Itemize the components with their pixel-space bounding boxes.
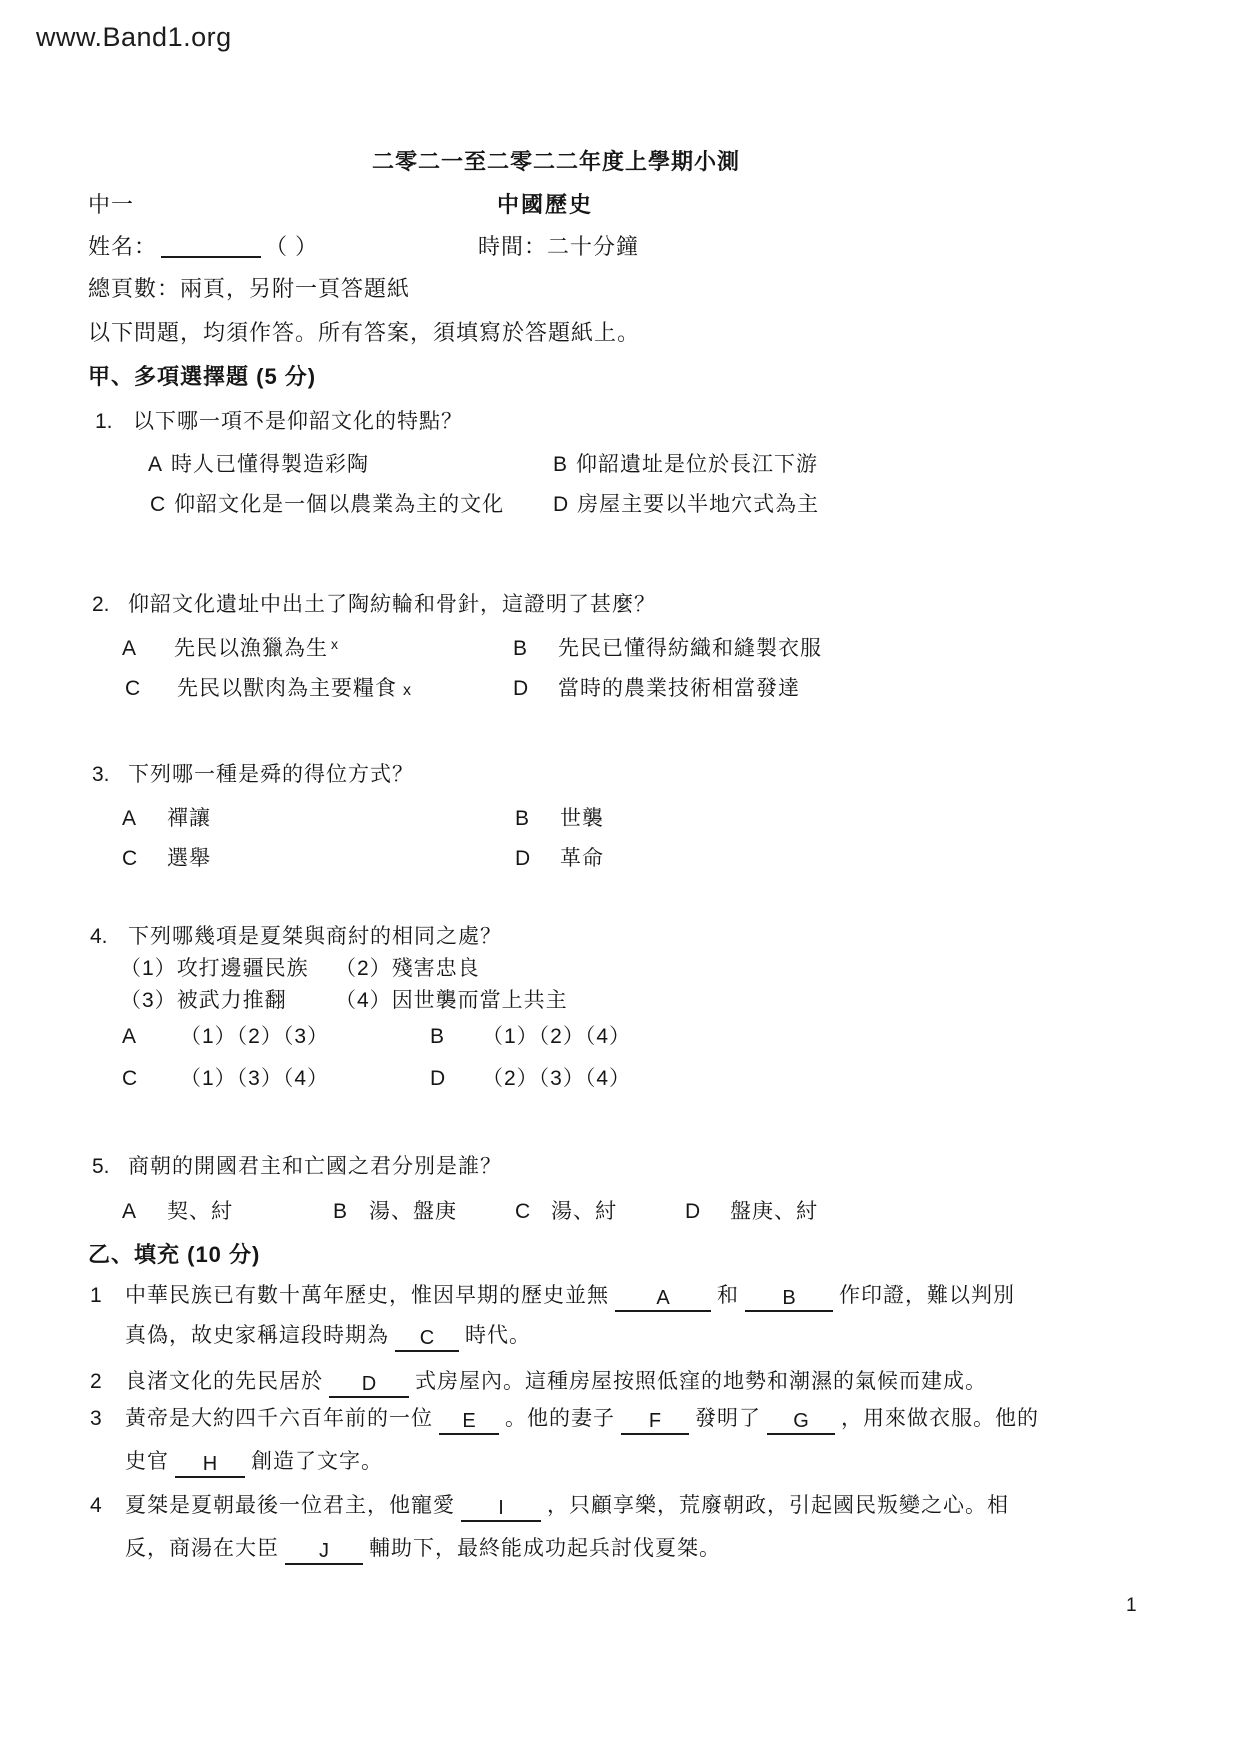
class-level: 中一 xyxy=(88,192,135,217)
question-2-number: 2. xyxy=(92,593,110,616)
mc-option xyxy=(513,632,822,662)
fill-text: 反，商湯在大臣 xyxy=(125,1537,279,1560)
option-label: C xyxy=(125,677,141,700)
subject-title: 中國歷史 xyxy=(496,192,593,217)
fill-blank-f: F xyxy=(621,1410,689,1435)
pages-note: 總頁數：兩頁，另附一頁答題紙 xyxy=(88,276,411,301)
fill-item-3-line-2 xyxy=(125,1448,383,1478)
fill-item-4-number: 4 xyxy=(90,1494,103,1517)
question-3-number: 3. xyxy=(92,763,110,786)
statement xyxy=(120,984,287,1014)
fill-item-2-number: 2 xyxy=(90,1370,103,1393)
option-label: A xyxy=(122,1200,137,1223)
cross-mark: x xyxy=(403,682,411,699)
name-paren: （ ） xyxy=(265,234,319,259)
mc-option xyxy=(148,448,369,478)
mc-option xyxy=(513,672,800,702)
fill-blank-c: C xyxy=(395,1327,459,1352)
question-5-number: 5. xyxy=(92,1155,110,1178)
option-label: A xyxy=(148,453,163,476)
option-label: D xyxy=(553,493,569,516)
fill-text: 史官 xyxy=(125,1450,169,1473)
question-5 xyxy=(92,1150,502,1180)
option-text: 盤庚、紂 xyxy=(730,1200,818,1223)
fill-text: 和 xyxy=(717,1284,739,1307)
option-text: 選舉 xyxy=(167,847,211,870)
mc-option xyxy=(333,1195,457,1225)
question-4 xyxy=(90,920,502,950)
mc-option xyxy=(122,1062,329,1092)
page-number: 1 xyxy=(1126,1595,1137,1616)
fill-text: 真偽，故史家稱這段時期為 xyxy=(125,1324,389,1347)
option-label: C xyxy=(122,1067,138,1090)
mc-option xyxy=(430,1062,631,1092)
fill-text: 輔助下，最終能成功起兵討伐夏桀。 xyxy=(369,1537,721,1560)
option-text: 湯、盤庚 xyxy=(369,1200,457,1223)
instructions: 以下問題，均須作答。所有答案，須填寫於答題紙上。 xyxy=(88,320,641,345)
mc-option xyxy=(150,488,504,518)
option-label: A xyxy=(122,637,137,660)
option-label: C xyxy=(150,493,166,516)
fill-blank-h: H xyxy=(175,1453,245,1478)
fill-text: 時代。 xyxy=(465,1324,531,1347)
fill-blank-i: I xyxy=(461,1497,541,1522)
option-text: 時人已懂得製造彩陶 xyxy=(171,453,370,476)
fill-text: 中華民族已有數十萬年歷史，惟因早期的歷史並無 xyxy=(125,1284,609,1307)
question-1-text: 以下哪一項不是仰韶文化的特點？ xyxy=(133,410,463,433)
statement-text: 被武力推翻 xyxy=(176,989,287,1012)
statement xyxy=(120,952,309,982)
mc-option xyxy=(553,448,818,478)
fill-blank-a: A xyxy=(615,1287,711,1312)
mc-option xyxy=(122,1020,329,1050)
fill-text: 。他的妻子 xyxy=(505,1407,615,1430)
fill-blank-b: B xyxy=(745,1287,833,1312)
question-2-text: 仰韶文化遺址中出土了陶紡輪和骨針，這證明了甚麼？ xyxy=(128,593,656,616)
option-text: （1）（2）（3） xyxy=(180,1025,330,1048)
watermark: www.Band1.org xyxy=(36,22,232,52)
option-label: B xyxy=(333,1200,348,1223)
mc-option xyxy=(122,632,338,662)
fill-item-4-line-1 xyxy=(90,1492,1009,1522)
option-label: B xyxy=(553,453,568,476)
question-4-text: 下列哪幾項是夏桀與商紂的相同之處？ xyxy=(128,925,502,948)
question-2 xyxy=(92,588,656,618)
option-text: （2）（3）（4） xyxy=(482,1067,632,1090)
option-text: 禪讓 xyxy=(167,807,211,830)
option-text: 世襲 xyxy=(560,807,604,830)
option-label: D xyxy=(430,1067,446,1090)
question-1 xyxy=(95,405,463,435)
option-text: （1）（2）（4） xyxy=(482,1025,632,1048)
mc-option xyxy=(122,842,211,872)
option-text: 當時的農業技術相當發達 xyxy=(558,677,800,700)
option-text: 先民以漁獵為生 xyxy=(174,637,328,660)
statement-text: 攻打邊疆民族 xyxy=(176,957,309,980)
fill-text: 作印證，難以判別 xyxy=(839,1284,1015,1307)
option-text: 先民以獸肉為主要糧食 xyxy=(177,677,397,700)
time-label: 時間：二十分鐘 xyxy=(478,234,640,259)
option-label: B xyxy=(513,637,528,660)
statement-label: （4） xyxy=(335,989,392,1012)
question-3 xyxy=(92,758,414,788)
name-label: 姓名： xyxy=(88,234,158,259)
statement xyxy=(335,952,480,982)
mc-option xyxy=(122,802,211,832)
fill-item-3-number: 3 xyxy=(90,1407,103,1430)
fill-blank-j: J xyxy=(285,1540,363,1565)
page-title: 二零二一至二零二二年度上學期小測 xyxy=(371,149,740,174)
option-text: 革命 xyxy=(560,847,604,870)
fill-text: 良渚文化的先民居於 xyxy=(125,1370,323,1393)
option-text: （1）（3）（4） xyxy=(180,1067,330,1090)
option-label: D xyxy=(685,1200,701,1223)
mc-option xyxy=(125,672,411,702)
question-5-text: 商朝的開國君主和亡國之君分別是誰？ xyxy=(128,1155,502,1178)
mc-option xyxy=(515,842,604,872)
option-text: 仰韶文化是一個以農業為主的文化 xyxy=(174,493,505,516)
statement-label: （2） xyxy=(335,957,392,980)
mc-option xyxy=(515,1195,617,1225)
fill-blank-d: D xyxy=(329,1373,409,1398)
statement-label: （1） xyxy=(120,957,177,980)
fill-text: ，只顧享樂，荒廢朝政，引起國民叛變之心。相 xyxy=(547,1494,1009,1517)
fill-item-2-line-1 xyxy=(90,1368,987,1398)
option-text: 契、紂 xyxy=(167,1200,233,1223)
fill-text: 黃帝是大約四千六百年前的一位 xyxy=(125,1407,433,1430)
question-1-number: 1. xyxy=(95,410,113,433)
fill-item-1-line-2 xyxy=(125,1322,531,1352)
option-label: C xyxy=(122,847,138,870)
section-a-heading: 甲、多項選擇題 (5 分) xyxy=(88,364,317,389)
option-label: B xyxy=(430,1025,445,1048)
fill-text: 式房屋內。這種房屋按照低窪的地勢和潮濕的氣候而建成。 xyxy=(415,1370,987,1393)
option-text: 房屋主要以半地穴式為主 xyxy=(577,493,820,516)
fill-item-1-line-1 xyxy=(90,1282,1015,1312)
option-text: 仰韶遺址是位於長江下游 xyxy=(576,453,819,476)
question-3-text: 下列哪一種是舜的得位方式？ xyxy=(128,763,414,786)
fill-blank-e: E xyxy=(439,1410,499,1435)
statement xyxy=(335,984,568,1014)
option-label: A xyxy=(122,807,137,830)
mc-option xyxy=(685,1195,818,1225)
fill-item-3-line-1 xyxy=(90,1405,1039,1435)
option-label: C xyxy=(515,1200,531,1223)
name-row xyxy=(88,230,318,261)
mc-option xyxy=(515,802,604,832)
mc-option xyxy=(430,1020,631,1050)
option-label: D xyxy=(513,677,529,700)
statement-text: 殘害忠良 xyxy=(391,957,480,980)
statement-text: 因世襲而當上共主 xyxy=(391,989,568,1012)
cross-mark: x xyxy=(331,635,338,652)
question-4-number: 4. xyxy=(90,925,108,948)
fill-item-1-number: 1 xyxy=(90,1284,103,1307)
fill-text: 創造了文字。 xyxy=(251,1450,383,1473)
option-text: 湯、紂 xyxy=(551,1200,617,1223)
statement-label: （3） xyxy=(120,989,177,1012)
fill-item-4-line-2 xyxy=(125,1535,721,1565)
option-label: B xyxy=(515,807,530,830)
option-label: A xyxy=(122,1025,137,1048)
option-text: 先民已懂得紡織和縫製衣服 xyxy=(558,637,822,660)
name-blank-field xyxy=(161,234,261,258)
fill-text: 夏桀是夏朝最後一位君主，他寵愛 xyxy=(125,1494,455,1517)
fill-blank-g: G xyxy=(767,1410,835,1435)
fill-text: ，用來做衣服。他的 xyxy=(841,1407,1039,1430)
mc-option xyxy=(122,1195,233,1225)
section-b-heading: 乙、填充 (10 分) xyxy=(88,1242,261,1267)
option-label: D xyxy=(515,847,531,870)
mc-option xyxy=(553,488,819,518)
fill-text: 發明了 xyxy=(695,1407,761,1430)
